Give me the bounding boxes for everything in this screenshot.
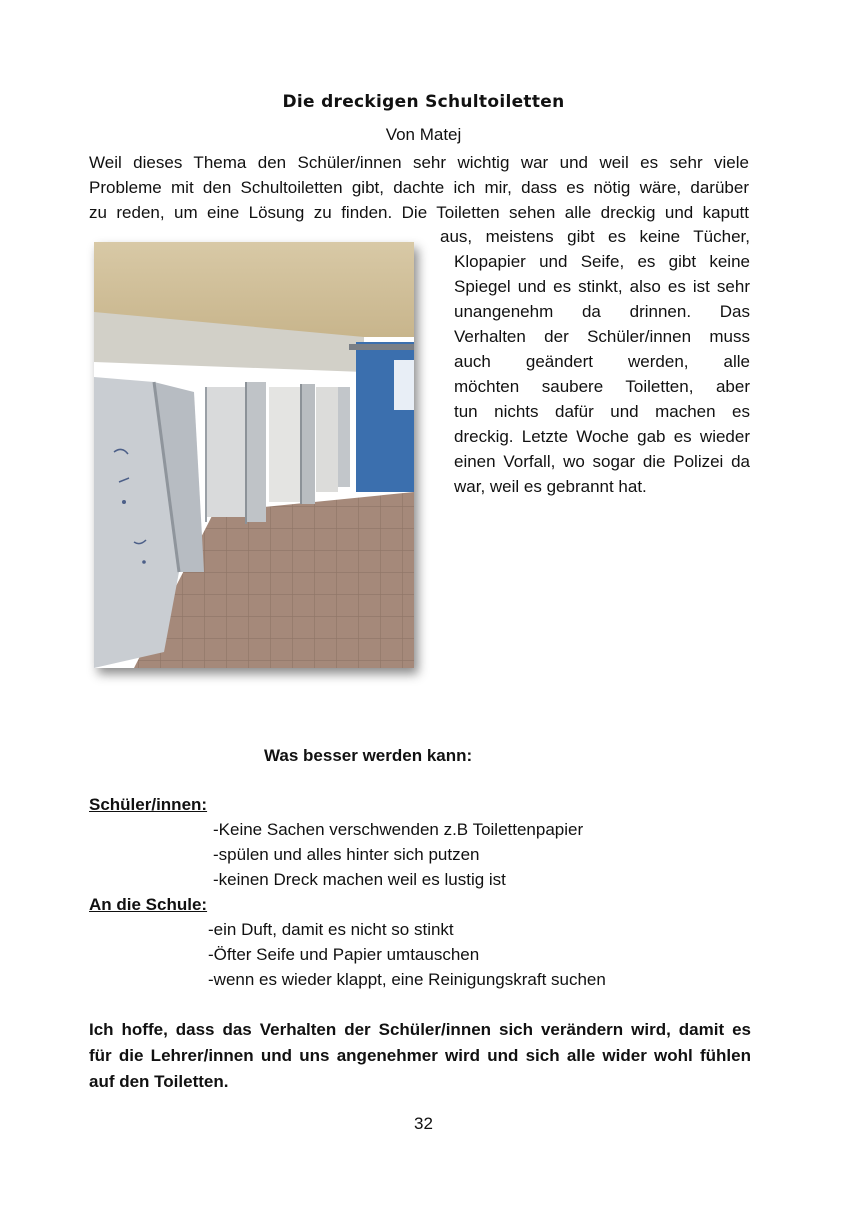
intro-line: zu reden, um eine Lösung zu finden. Die Toiletten sehen alle dreckig und kaputt [89,203,749,222]
intro-line: Probleme mit den Schultoiletten gibt, dachte ich mir, dass es nötig wäre, darüber [89,178,749,197]
page-number: 32 [414,1114,433,1133]
wrapped-paragraph [440,224,750,499]
wrap-line: einen Vorfall, wo sogar die Polizei da [454,452,750,471]
wrap-line: unangenehm da drinnen. Das [454,302,750,321]
wrap-line: Verhalten der Schüler/innen muss [454,327,750,346]
improvements-heading: Was besser werden kann: [264,746,473,765]
closing-line: für die Lehrer/innen und uns angenehmer wird und sich alle wider wohl fühlen [89,1046,751,1065]
toilet-photo [94,242,414,668]
closing-line: auf den Toiletten. [89,1072,229,1091]
wrap-line: dreckig. Letzte Woche gab es wieder [454,427,750,446]
list-item: -ein Duft, damit es nicht so stinkt [208,920,454,939]
list-item: -spülen und alles hinter sich putzen [213,845,480,864]
list-item: -Keine Sachen verschwenden z.B Toilettenpapier [213,820,584,839]
intro-paragraph [89,150,749,225]
wrap-line: tun nichts dafür und machen es [454,402,750,421]
wrap-line: auch geändert werden, alle [454,352,750,371]
closing-paragraph [89,1017,751,1095]
wrap-line: aus, meistens gibt es keine Tücher, [440,227,750,246]
wrap-line: möchten saubere Toiletten, aber [454,377,750,396]
closing-line: Ich hoffe, dass das Verhalten der Schüler/innen sich verändern wird, damit es [89,1020,751,1039]
school-label: An die Schule: [89,895,208,914]
wrap-line: Spiegel und es stinkt, also es ist sehr [454,277,750,296]
list-item: -Öfter Seife und Papier umtauschen [208,945,480,964]
list-item: -wenn es wieder klappt, eine Reinigungskraft suchen [208,970,606,989]
students-label: Schüler/innen: [89,795,208,814]
article-author: Von Matej [385,125,462,144]
intro-line: Weil dieses Thema den Schüler/innen sehr wichtig war und weil es sehr viele [89,153,749,172]
wrap-line: Klopapier und Seife, es gibt keine [454,252,750,271]
wrap-line: war, weil es gebrannt hat. [454,477,647,496]
list-item: -keinen Dreck machen weil es lustig ist [213,870,506,889]
article-title: Die dreckigen Schultoiletten [282,92,565,112]
